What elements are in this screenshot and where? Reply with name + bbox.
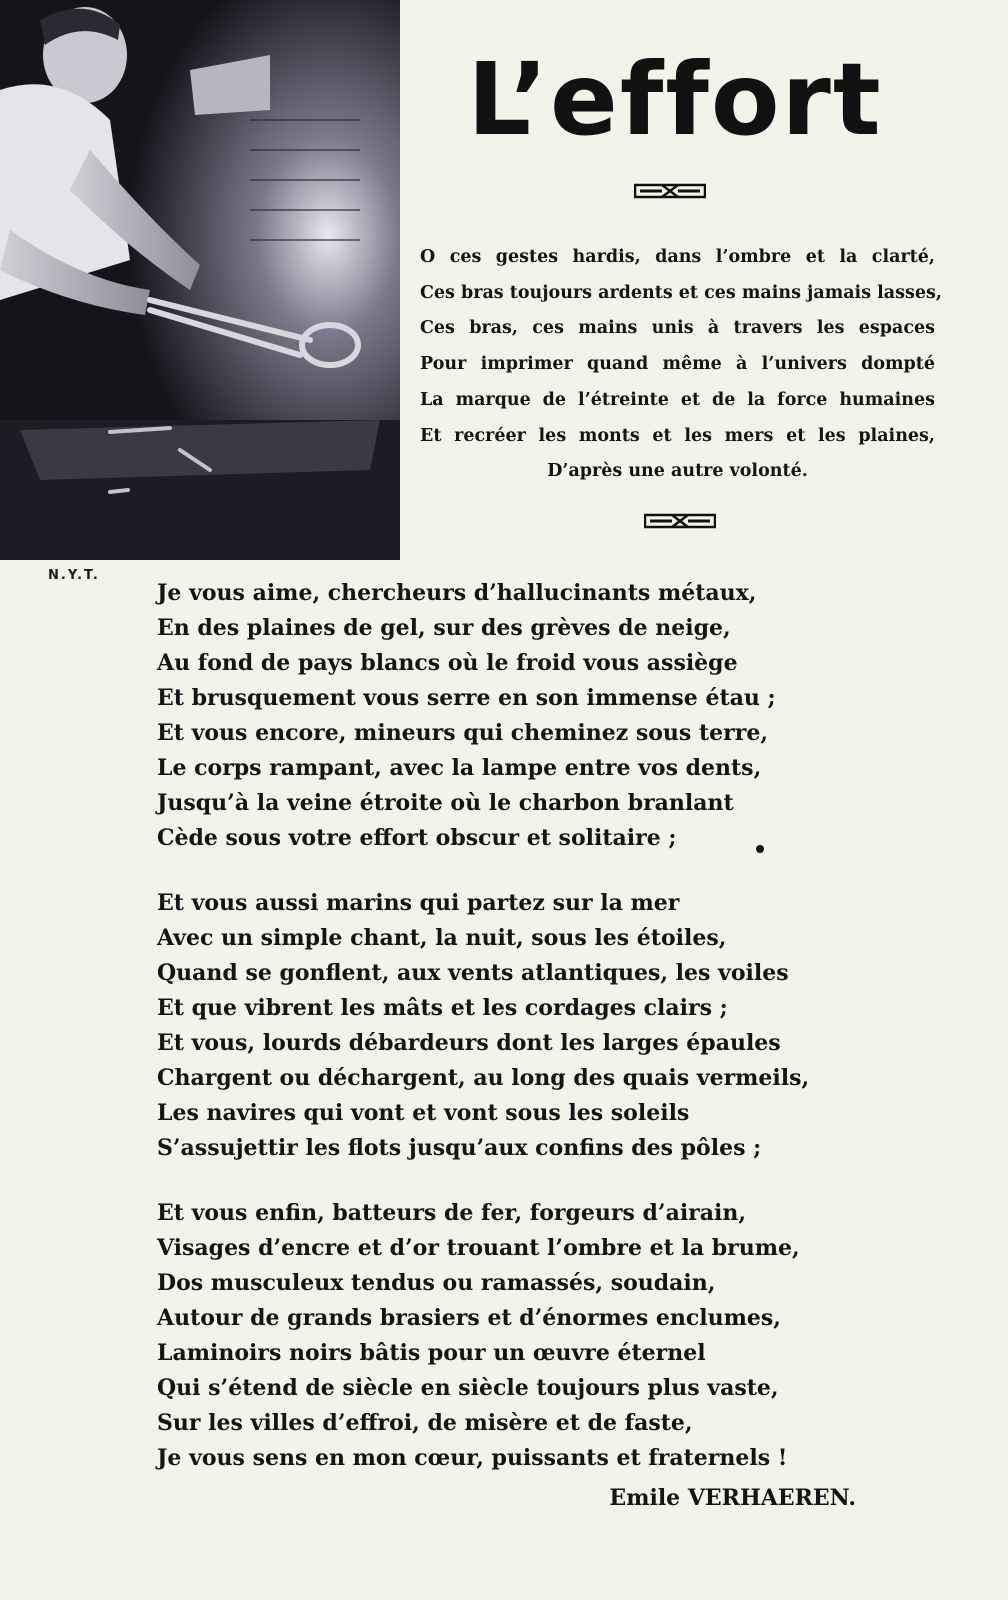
verse-line: Sur les villes d’effroi, de misère et de faste, xyxy=(157,1410,693,1436)
verse-line: Je vous aime, chercheurs d’hallucinants métaux, xyxy=(157,580,757,606)
forge-illustration xyxy=(0,0,400,560)
ink-dot xyxy=(756,845,764,853)
verse-line: Ces bras toujours ardents et ces mains jamais lasses, xyxy=(420,282,942,303)
verse-line: Cède sous votre effort obscur et solitaire ; xyxy=(157,825,677,851)
verse-line: Le corps rampant, avec la lampe entre vos dents, xyxy=(157,755,762,781)
verse-line: Avec un simple chant, la nuit, sous les étoiles, xyxy=(157,925,727,951)
verse-line: En des plaines de gel, sur des grèves de neige, xyxy=(157,615,731,641)
blacksmith-photo xyxy=(0,0,400,560)
verse-line: Chargent ou déchargent, au long des quais vermeils, xyxy=(157,1065,810,1091)
photo-credit: N.Y.T. xyxy=(48,568,100,583)
stanza-one xyxy=(420,240,942,490)
verse-line: Et que vibrent les mâts et les cordages clairs ; xyxy=(157,995,728,1021)
verse-line: Qui s’étend de siècle en siècle toujours plus vaste, xyxy=(157,1375,779,1401)
ornament-icon xyxy=(634,180,706,202)
verse-line: Ces bras, ces mains unis à travers les espaces xyxy=(420,318,935,339)
verse-line: Et vous enfin, batteurs de fer, forgeurs d’airain, xyxy=(157,1200,747,1226)
verse-line: Visages d’encre et d’or trouant l’ombre et la brume, xyxy=(157,1235,800,1261)
verse-line: Les navires qui vont et vont sous les soleils xyxy=(157,1100,690,1126)
divider-ornament-top xyxy=(634,180,706,202)
stanza-three xyxy=(157,886,827,1166)
author-signature: Emile VERHAEREN. xyxy=(609,1485,856,1511)
verse-line: Laminoirs noirs bâtis pour un œuvre éternel xyxy=(157,1340,706,1366)
verse-line: Et recréer les monts et les mers et les plaines, xyxy=(420,425,935,446)
verse-line: Et vous aussi marins qui partez sur la mer xyxy=(157,890,680,916)
verse-line: Jusqu’à la veine étroite où le charbon branlant xyxy=(157,790,734,816)
verse-line: Je vous sens en mon cœur, puissants et fraternels ! xyxy=(157,1445,788,1471)
verse-line: Dos musculeux tendus ou ramassés, soudain, xyxy=(157,1270,716,1296)
stanza-two xyxy=(157,576,827,856)
verse-line: Et brusquement vous serre en son immense étau ; xyxy=(157,685,776,711)
ornament-icon xyxy=(644,510,716,532)
verse-line: Et vous encore, mineurs qui cheminez sous terre, xyxy=(157,720,768,746)
verse-line: La marque de l’étreinte et de la force humaines xyxy=(420,389,935,410)
verse-line: O ces gestes hardis, dans l’ombre et la clarté, xyxy=(420,247,935,267)
verse-line: Et vous, lourds débardeurs dont les larges épaules xyxy=(157,1030,781,1056)
verse-line: Autour de grands brasiers et d’énormes enclumes, xyxy=(157,1305,781,1331)
poem-title: L’effort xyxy=(467,41,883,158)
verse-line: Quand se gonflent, aux vents atlantiques, les voiles xyxy=(157,960,789,986)
divider-ornament-bottom xyxy=(644,510,716,532)
stanza-four xyxy=(157,1196,827,1476)
verse-line: D’après une autre volonté. xyxy=(547,461,808,482)
verse-line: Pour imprimer quand même à l’univers dompté xyxy=(420,354,935,375)
verse-line: Au fond de pays blancs où le froid vous assiège xyxy=(157,650,738,676)
verse-line: S’assujettir les flots jusqu’aux confins des pôles ; xyxy=(157,1135,762,1161)
